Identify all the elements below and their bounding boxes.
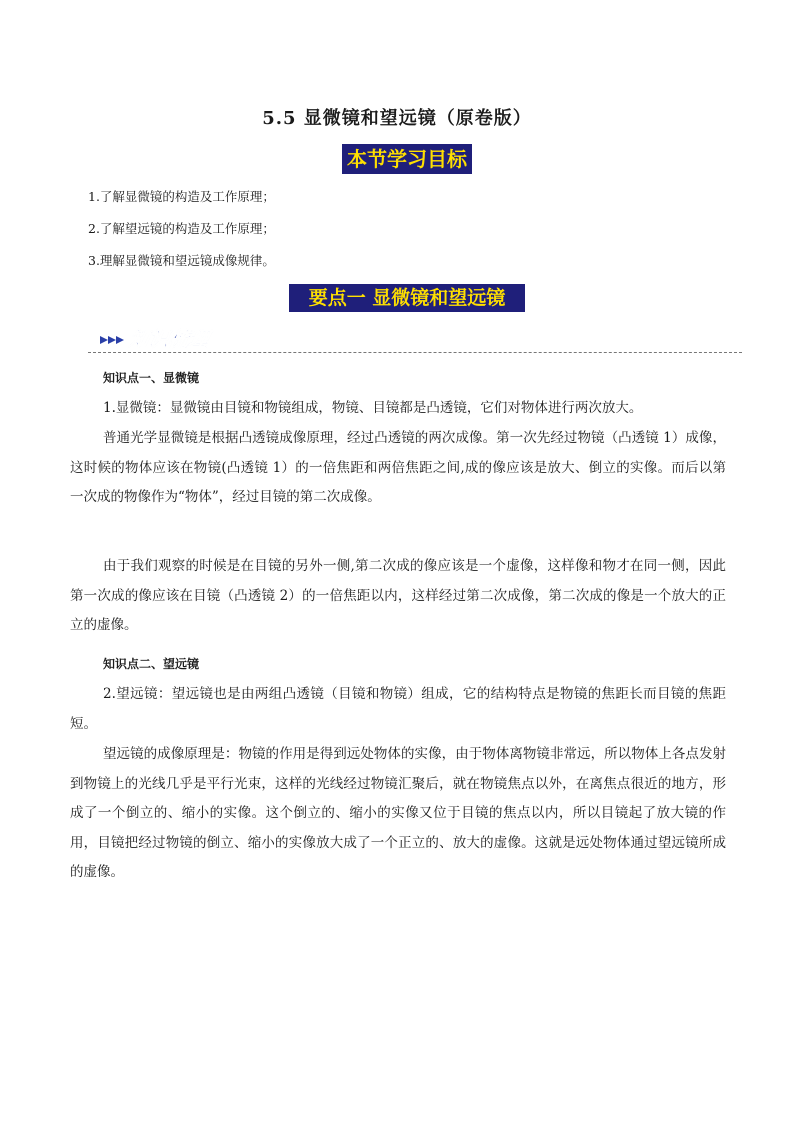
paragraph: 2.望远镜：望远镜也是由两组凸透镜（目镜和物镜）组成，它的结构特点是物镜的焦距长而目镜的焦距短。: [70, 686, 726, 732]
knowledge-logo-text: 知识梳理: [126, 327, 212, 351]
arrow-icon: [100, 336, 108, 344]
paragraph: 望远镜的成像原理是：物镜的作用是得到远处物体的实像，由于物体离物镜非常远，所以物体上各点发射到物镜上的光线几乎是平行光束，这样的光线经过物镜汇聚后，就在物镜焦点以外，在离焦点很近的地方，形成了一个倒立的、缩小的实像。这个倒立的、缩小的实像又位于目镜的焦点以内，所以目镜起了放大镜的作用，目镜把经过物镜的倒立、缩小的实像放大成了一个正立的、放大的虚像。这就是远处物体通过望远镜所成的虚像。: [70, 746, 726, 880]
paragraph: 普通光学显微镜是根据凸透镜成像原理，经过凸透镜的两次成像。第一次先经过物镜（凸透镜 1）成像，这时候的物体应该在物镜(凸透镜 1）的一倍焦距和两倍焦距之间,成的像应该是放大、倒立的实像。而后以第一次成的物像作为“物体”，经过目镜的第二次成像。: [70, 430, 726, 505]
paragraph: 1.显微镜：显微镜由目镜和物镜组成，物镜、目镜都是凸透镜，它们对物体进行两次放大。: [103, 400, 643, 416]
section-heading: 知识点二、望远镜: [103, 657, 200, 671]
goal-item: 3.理解显微镜和望远镜成像规律。: [88, 253, 275, 268]
goal-item: 1.了解显微镜的构造及工作原理；: [88, 189, 275, 204]
key-point-banner: 要点一 显微镜和望远镜: [289, 284, 525, 312]
goal-item: 2.了解望远镜的构造及工作原理；: [88, 221, 275, 236]
section-heading: 知识点一、显微镜: [103, 371, 200, 385]
knowledge-logo: [98, 324, 228, 352]
paragraph: 由于我们观察的时候是在目镜的另外一侧,第二次成的像应该是一个虚像，这样像和物才在同一侧，因此第一次成的像应该在目镜（凸透镜 2）的一倍焦距以内，这样经过第二次成像，第二次成的像是一个放大的正立的虚像。: [70, 558, 726, 633]
dashed-divider: [88, 352, 742, 353]
page-title: 5.5 显微镜和望远镜（原卷版）: [262, 108, 532, 129]
arrow-icon: [116, 336, 124, 344]
goals-banner: 本节学习目标: [342, 144, 472, 174]
arrow-icon: [108, 336, 116, 344]
